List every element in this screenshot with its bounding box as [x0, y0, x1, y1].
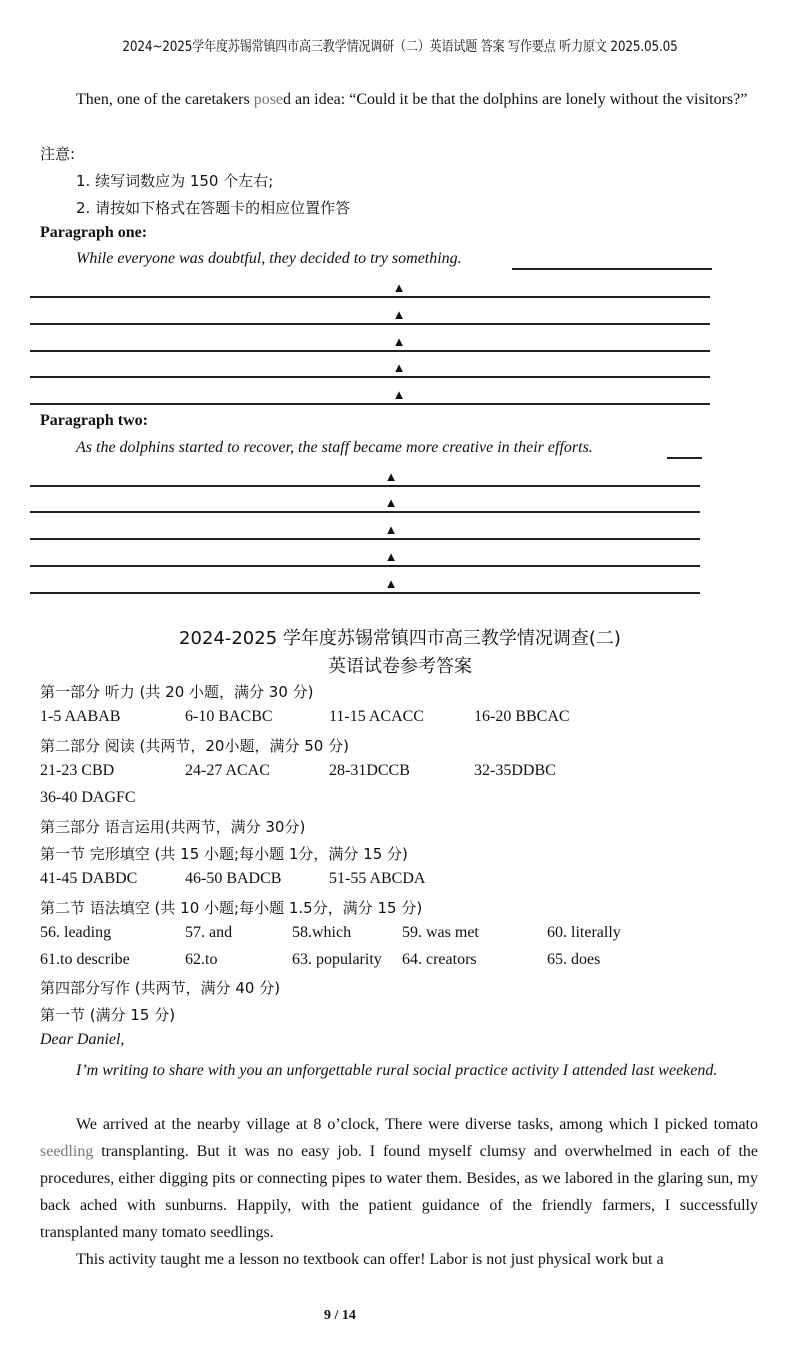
- triangle-marker-icon: ▲: [384, 469, 398, 484]
- answer-key-subtitle: 英语试卷参考答案: [328, 656, 472, 677]
- answer-group: 24-27 ACAC: [185, 762, 270, 779]
- part4-heading: 第四部分写作 (共两节，满分 40 分): [40, 979, 281, 997]
- answer-group: 41-45 DABDC: [40, 870, 138, 887]
- answer-group: 36-40 DAGFC: [40, 789, 136, 806]
- intro-highlight: pose: [253, 91, 284, 108]
- answer-group: 6-10 BACBC: [185, 708, 273, 725]
- intro-paragraph: [40, 86, 758, 113]
- letter-opening: I’m writing to share with you an unforgettable rural social practice activity I attended last weekend.: [76, 1062, 718, 1079]
- paragraph-one-heading: Paragraph one:: [40, 224, 148, 241]
- writing-line: [30, 511, 700, 513]
- grammar-answer: 60. literally: [547, 924, 621, 941]
- letter-body-text: We arrived at the nearby village at 8 o’clock, There were diverse tasks, among which I picked tomato: [76, 1116, 758, 1133]
- triangle-marker-icon: ▲: [392, 307, 406, 322]
- letter-body-highlight: seedling: [40, 1143, 94, 1160]
- grammar-answer: 56. leading: [40, 924, 112, 941]
- answer-group: 21-23 CBD: [40, 762, 115, 779]
- triangle-marker-icon: ▲: [392, 280, 406, 295]
- grammar-answer: 58.which: [292, 924, 352, 941]
- letter-body-text-rest: transplanting. But it was no easy job. I found myself clumsy and overwhelmed in each of the procedures, either digging pits or connecting pipes to water them. Besides, as we labored in the glaring sun, my back ached with sunburns. Happily, with the patient guidance of the friendly farmers, I successfully transplanted many tomato seedlings.: [40, 1143, 758, 1241]
- letter-body: [40, 1111, 758, 1246]
- page-number: 9 / 14: [324, 1308, 356, 1323]
- answer-group: 16-20 BBCAC: [474, 708, 570, 725]
- letter-salutation: Dear Daniel,: [40, 1031, 125, 1048]
- grammar-answer: 65. does: [547, 951, 601, 968]
- triangle-marker-icon: ▲: [392, 387, 406, 402]
- part3-heading: 第三部分 语言运用(共两节，满分 30分): [40, 818, 306, 836]
- letter-closing: This activity taught me a lesson no textbook can offer! Labor is not just physical work but a: [76, 1251, 664, 1268]
- grammar-answer: 62.to: [185, 951, 218, 968]
- paragraph-one-prompt: While everyone was doubtful, they decided to try something.: [76, 250, 462, 267]
- triangle-marker-icon: ▲: [392, 334, 406, 349]
- answer-blank: [512, 268, 712, 270]
- answer-group: 46-50 BADCB: [185, 870, 282, 887]
- answer-group: 11-15 ACACC: [329, 708, 424, 725]
- part2-heading: 第二部分 阅读 (共两节，20小题，满分 50 分): [40, 737, 349, 755]
- answer-group: 1-5 AABAB: [40, 708, 121, 725]
- writing-line: [30, 296, 710, 298]
- part1-heading: 第一部分 听力 (共 20 小题，满分 30 分): [40, 683, 314, 701]
- grammar-answer: 61.to describe: [40, 951, 130, 968]
- grammar-answer: 63. popularity: [292, 951, 382, 968]
- grammar-answer: 59. was met: [402, 924, 479, 941]
- intro-text: Then, one of the caretakers: [76, 91, 254, 108]
- note-item: 2. 请按如下格式在答题卡的相应位置作答: [76, 199, 351, 217]
- answer-group: 28-31DCCB: [329, 762, 410, 779]
- paragraph-two-prompt: As the dolphins started to recover, the staff became more creative in their efforts.: [76, 439, 593, 456]
- triangle-marker-icon: ▲: [384, 549, 398, 564]
- paragraph-two-heading: Paragraph two:: [40, 412, 148, 429]
- notes-label: 注意:: [40, 145, 76, 163]
- part3-section1-heading: 第一节 完形填空 (共 15 小题;每小题 1分，满分 15 分): [40, 845, 408, 863]
- document-header: 2024~2025学年度苏锡常镇四市高三教学情况调研（二）英语试题 答案 写作要点 听力原文 2025.05.05: [122, 39, 678, 55]
- writing-line: [30, 485, 700, 487]
- note-item: 1. 续写词数应为 150 个左右;: [76, 172, 274, 190]
- writing-line: [30, 403, 710, 405]
- writing-line: [30, 323, 710, 325]
- grammar-answer: 64. creators: [402, 951, 477, 968]
- triangle-marker-icon: ▲: [384, 522, 398, 537]
- answer-blank: [667, 457, 702, 459]
- answer-key-title: 2024-2025 学年度苏锡常镇四市高三教学情况调查(二): [179, 628, 621, 649]
- writing-line: [30, 350, 710, 352]
- triangle-marker-icon: ▲: [392, 360, 406, 375]
- writing-line: [30, 538, 700, 540]
- answer-group: 51-55 ABCDA: [329, 870, 426, 887]
- intro-text-rest: d an idea: “Could it be that the dolphins are lonely without the visitors?”: [283, 91, 748, 108]
- part4-section1-heading: 第一节 (满分 15 分): [40, 1006, 176, 1024]
- answer-group: 32-35DDBC: [474, 762, 556, 779]
- triangle-marker-icon: ▲: [384, 495, 398, 510]
- writing-line: [30, 376, 710, 378]
- grammar-answer: 57. and: [185, 924, 233, 941]
- writing-line: [30, 565, 700, 567]
- writing-line: [30, 592, 700, 594]
- part3-section2-heading: 第二节 语法填空 (共 10 小题;每小题 1.5分，满分 15 分): [40, 899, 423, 917]
- triangle-marker-icon: ▲: [384, 576, 398, 591]
